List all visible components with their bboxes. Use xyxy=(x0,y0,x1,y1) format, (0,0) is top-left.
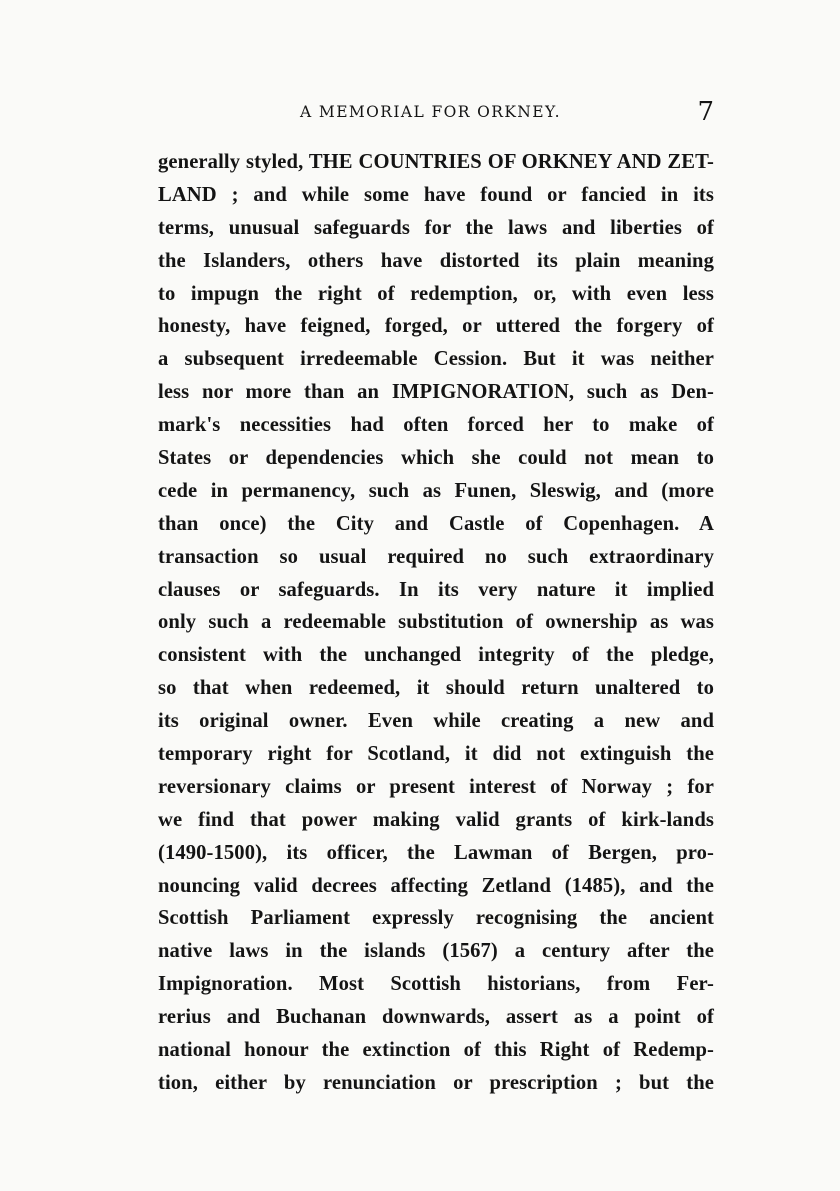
text-line: honesty, have feigned, forged, or uttered the forgery of xyxy=(158,315,714,338)
text-line: we find that power making valid grants of kirk-lands xyxy=(158,808,714,831)
text-line: its original owner. Even while creating a new and xyxy=(158,710,714,733)
text-line: cede in permanency, such as Funen, Sleswig, and (more xyxy=(158,479,714,502)
text-line: clauses or safeguards. In its very nature it implied xyxy=(158,578,714,601)
text-line: national honour the extinction of this Right of Redemp- xyxy=(158,1039,714,1062)
text-line: tion, either by renunciation or prescription ; but the xyxy=(158,1071,714,1094)
text-line: Impignoration. Most Scottish historians, from Fer- xyxy=(158,973,714,996)
text-line: transaction so usual required no such extraordinary xyxy=(158,545,714,568)
running-title: A MEMORIAL FOR ORKNEY. xyxy=(300,103,561,121)
text-line: a subsequent irredeemable Cession. But it was neither xyxy=(158,348,714,371)
text-line: less nor more than an IMPIGNORATION, such as Den- xyxy=(158,381,714,404)
body-text xyxy=(158,146,714,1100)
running-head xyxy=(300,97,720,127)
text-line: the Islanders, others have distorted its plain meaning xyxy=(158,249,714,272)
text-line: generally styled, THE COUNTRIES OF ORKNEY AND ZET- xyxy=(158,151,714,173)
text-line: (1490-1500), its officer, the Lawman of Bergen, pro- xyxy=(158,841,714,864)
text-line: States or dependencies which she could not mean to xyxy=(158,447,714,470)
text-line: Scottish Parliament expressly recognising the ancient xyxy=(158,907,714,930)
text-line: mark's necessities had often forced her to make of xyxy=(158,414,714,437)
text-line: LAND ; and while some have found or fancied in its xyxy=(158,183,714,206)
text-line: than once) the City and Castle of Copenhagen. A xyxy=(158,512,714,535)
text-line: native laws in the islands (1567) a century after the xyxy=(158,940,714,963)
text-line: reversionary claims or present interest of Norway ; for xyxy=(158,775,714,798)
text-line: nouncing valid decrees affecting Zetland (1485), and the xyxy=(158,874,714,897)
page-number: 7 xyxy=(697,97,714,127)
text-line: only such a redeemable substitution of ownership as was xyxy=(158,611,714,634)
text-line: so that when redeemed, it should return unaltered to xyxy=(158,677,714,700)
text-line: temporary right for Scotland, it did not extinguish the xyxy=(158,743,714,766)
text-line: to impugn the right of redemption, or, with even less xyxy=(158,282,714,305)
text-line: rerius and Buchanan downwards, assert as a point of xyxy=(158,1006,714,1029)
text-line: terms, unusual safeguards for the laws and liberties of xyxy=(158,216,714,239)
text-line: consistent with the unchanged integrity of the pledge, xyxy=(158,644,714,667)
